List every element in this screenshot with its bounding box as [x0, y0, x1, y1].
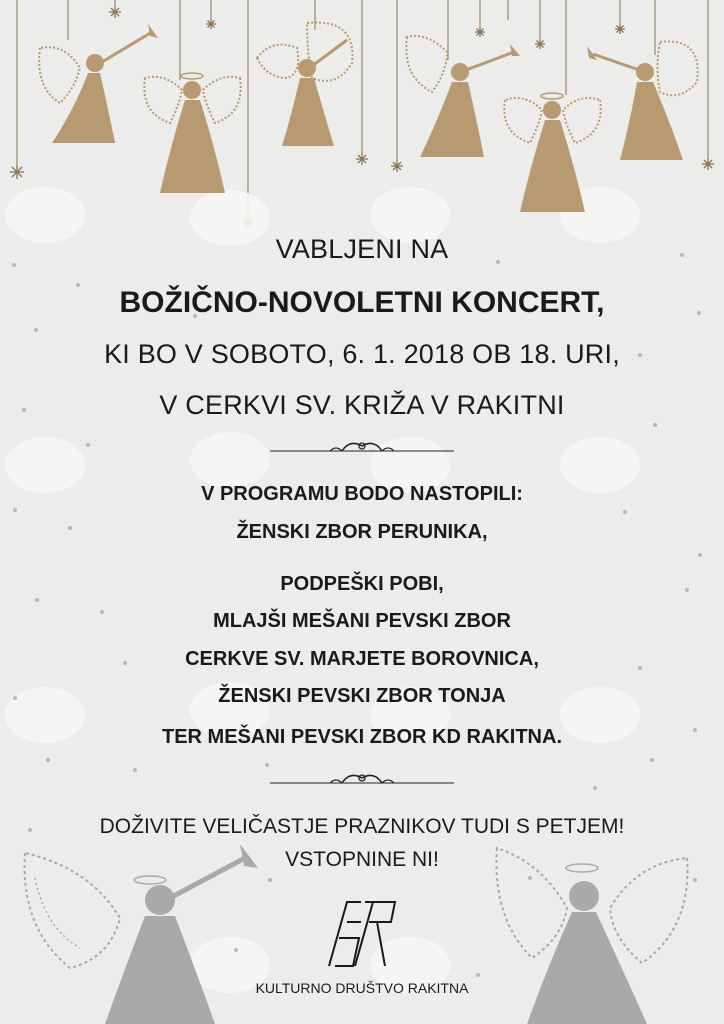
gold-angel-trumpet-icon [585, 32, 705, 164]
gray-angel-trumpet-icon [20, 838, 265, 1024]
performer-item: ŽENSKI PEVSKI ZBOR TONJA [218, 685, 506, 707]
free-entry-note: VSTOPNINE NI! [285, 848, 439, 871]
performer-item: PODPEŠKI POBI, [280, 573, 444, 595]
gold-angel-icon [140, 68, 245, 198]
invitation-line: VABLJENI NA [275, 234, 449, 264]
concert-title: BOŽIČNO-NOVOLETNI KONCERT, [119, 286, 605, 319]
gray-angel-icon [492, 838, 692, 1024]
concert-venue: V CERKVI SV. KRIŽA V RAKITNI [159, 390, 565, 420]
closing-message: DOŽIVITE VELIČASTJE PRAZNIKOV TUDI S PETJEM! [99, 815, 625, 838]
kd-rakitna-logo-icon [325, 896, 401, 970]
gold-angel-trumpet-icon [252, 18, 362, 153]
performer-item: CERKVE SV. MARJETE BOROVNICA, [185, 648, 539, 670]
performer-item: TER MEŠANI PEVSKI ZBOR KD RAKITNA. [161, 726, 563, 748]
performer-item: MLAJŠI MEŠANI PEVSKI ZBOR [213, 610, 511, 632]
performer-item: ŽENSKI ZBOR PERUNIKA, [236, 521, 488, 543]
ornamental-divider-icon [270, 768, 454, 790]
organizer-name: KULTURNO DRUŠTVO RAKITNA [255, 980, 469, 996]
program-heading: V PROGRAMU BODO NASTOPILI: [201, 483, 523, 505]
ornamental-divider-icon [270, 436, 454, 458]
concert-date-time: KI BO V SOBOTO, 6. 1. 2018 OB 18. URI, [104, 339, 620, 369]
